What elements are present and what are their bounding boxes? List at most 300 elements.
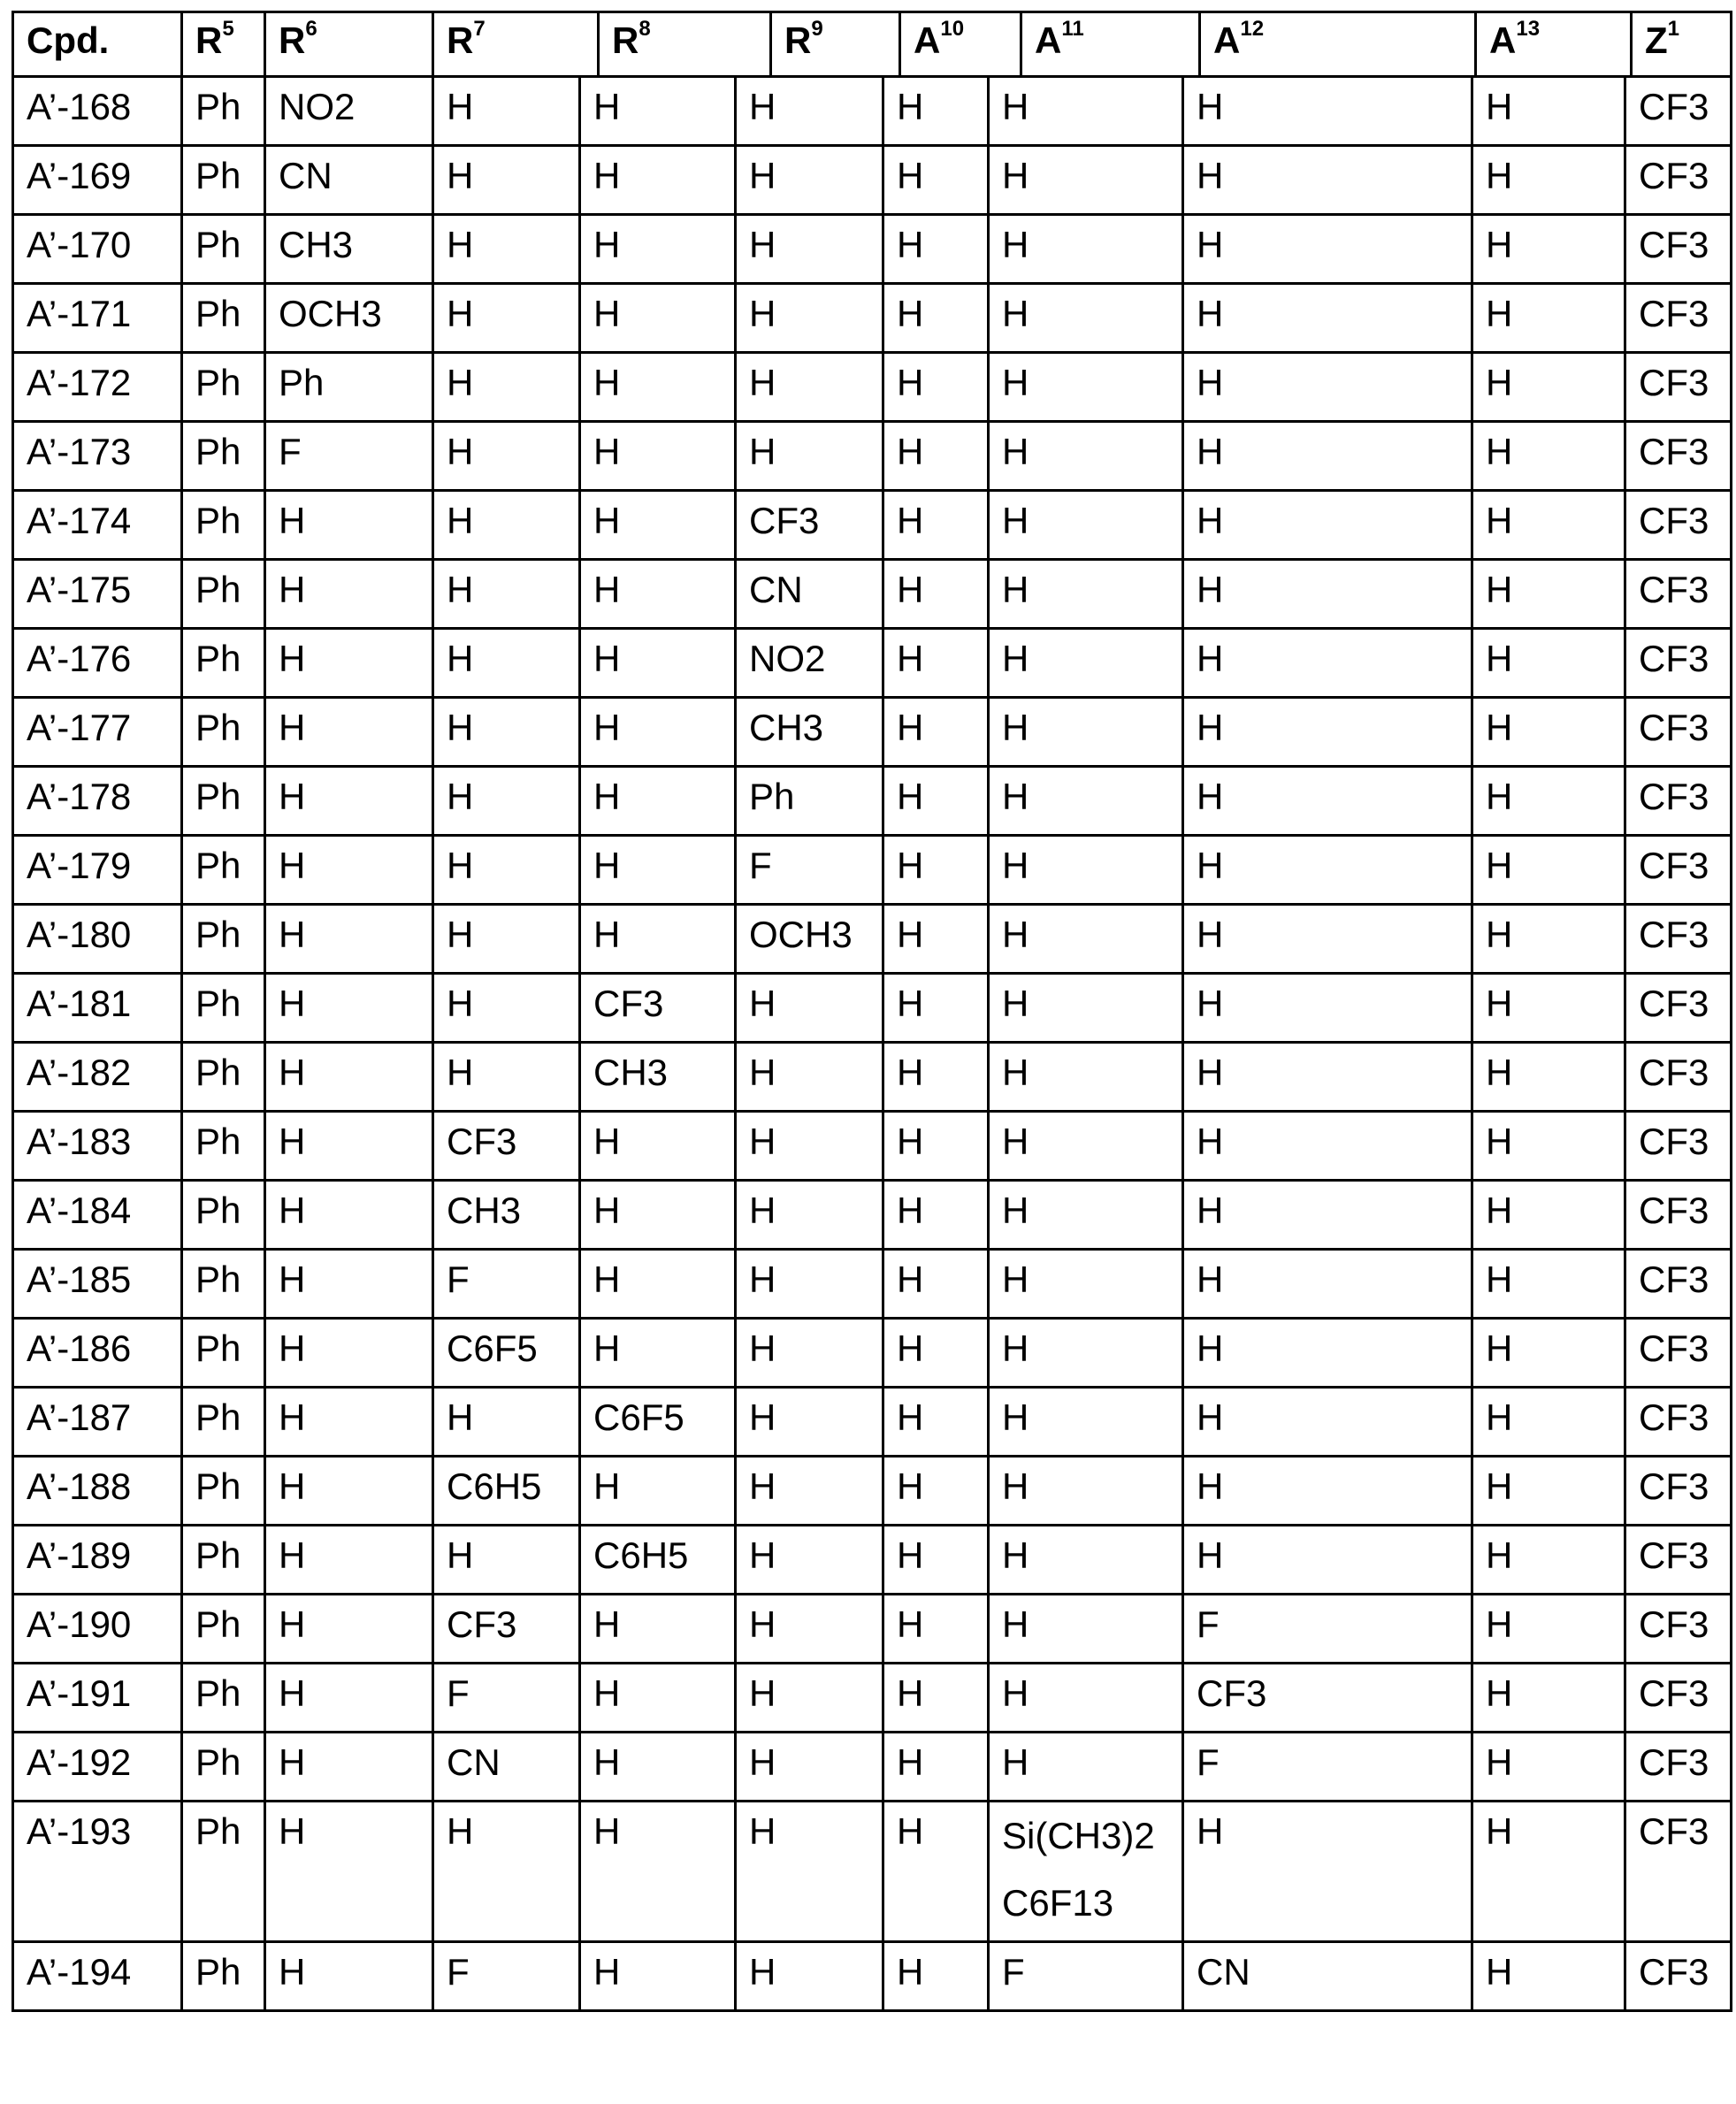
cell-r6: H xyxy=(265,698,433,767)
cell-r6: H xyxy=(265,974,433,1043)
cell-a11: H xyxy=(989,1043,1183,1112)
cell-a12: H xyxy=(1183,284,1472,353)
cell-a12: H xyxy=(1183,1526,1472,1595)
column-header-label: A xyxy=(914,19,940,61)
cell-a13: H xyxy=(1472,1942,1625,2011)
cell-cpd: A’-168 xyxy=(13,77,182,146)
table-row xyxy=(13,1319,1732,1388)
column-header-r6 xyxy=(265,12,433,77)
cell-r5: Ph xyxy=(182,1250,265,1319)
cell-a13: H xyxy=(1472,629,1625,698)
column-header-a12 xyxy=(1200,12,1476,77)
cell-a13: H xyxy=(1472,1112,1625,1181)
cell-z1: CF3 xyxy=(1625,698,1732,767)
cell-r7: H xyxy=(433,353,580,422)
cell-a10: H xyxy=(883,422,989,491)
table-row xyxy=(13,215,1732,284)
cell-r7: CH3 xyxy=(433,1181,580,1250)
cell-r8: H xyxy=(580,422,736,491)
cell-r6: CH3 xyxy=(265,215,433,284)
cell-a10: H xyxy=(883,1595,989,1664)
cell-a10: H xyxy=(883,146,989,215)
cell-r6: CN xyxy=(265,146,433,215)
cell-r5: Ph xyxy=(182,215,265,284)
cell-a11: H xyxy=(989,1181,1183,1250)
table-row xyxy=(13,1043,1732,1112)
column-header-superscript: 11 xyxy=(1061,17,1083,41)
cell-a11: H xyxy=(989,560,1183,629)
cell-a12: H xyxy=(1183,422,1472,491)
cell-a11: H xyxy=(989,1733,1183,1802)
cell-z1: CF3 xyxy=(1625,284,1732,353)
cell-r5: Ph xyxy=(182,1112,265,1181)
cell-a10: H xyxy=(883,836,989,905)
cell-r5: Ph xyxy=(182,1802,265,1942)
cell-a10: H xyxy=(883,1319,989,1388)
table-row xyxy=(13,491,1732,560)
column-header-superscript: 1 xyxy=(1668,17,1679,41)
cell-r8: H xyxy=(580,698,736,767)
cell-a12: F xyxy=(1183,1595,1472,1664)
cell-a13: H xyxy=(1472,1388,1625,1457)
cell-r7: CN xyxy=(433,1733,580,1802)
cell-r7: CF3 xyxy=(433,1595,580,1664)
cell-r5: Ph xyxy=(182,353,265,422)
cell-r9: H xyxy=(736,974,883,1043)
cell-r9: H xyxy=(736,284,883,353)
cell-a13: H xyxy=(1472,1733,1625,1802)
cell-r8: C6H5 xyxy=(580,1526,736,1595)
cell-r8: H xyxy=(580,146,736,215)
cell-a12: H xyxy=(1183,974,1472,1043)
cell-r8: H xyxy=(580,1942,736,2011)
cell-cpd: A’-172 xyxy=(13,353,182,422)
cell-a11: H xyxy=(989,422,1183,491)
column-header-z1 xyxy=(1632,12,1732,77)
cell-z1: CF3 xyxy=(1625,905,1732,974)
cell-r5: Ph xyxy=(182,1595,265,1664)
column-header-label: A xyxy=(1489,19,1516,61)
cell-r9: H xyxy=(736,1664,883,1733)
table-row xyxy=(13,284,1732,353)
cell-r9: H xyxy=(736,1388,883,1457)
cell-r9: F xyxy=(736,836,883,905)
cell-a11: H xyxy=(989,905,1183,974)
cell-a10: H xyxy=(883,353,989,422)
cell-z1: CF3 xyxy=(1625,1942,1732,2011)
cell-r8: H xyxy=(580,1457,736,1526)
cell-cpd: A’-182 xyxy=(13,1043,182,1112)
cell-r6: OCH3 xyxy=(265,284,433,353)
cell-r8: H xyxy=(580,560,736,629)
cell-a11: H xyxy=(989,698,1183,767)
cell-a13: H xyxy=(1472,146,1625,215)
cell-r6: F xyxy=(265,422,433,491)
cell-a11: H xyxy=(989,974,1183,1043)
cell-r7: F xyxy=(433,1664,580,1733)
cell-r9: H xyxy=(736,1526,883,1595)
table-row xyxy=(13,836,1732,905)
cell-r9: H xyxy=(736,1043,883,1112)
cell-r9: H xyxy=(736,1942,883,2011)
cell-z1: CF3 xyxy=(1625,215,1732,284)
cell-a11: H xyxy=(989,836,1183,905)
cell-r6: H xyxy=(265,1457,433,1526)
cell-a10: H xyxy=(883,560,989,629)
column-header-superscript: 8 xyxy=(639,17,650,41)
cell-a12: H xyxy=(1183,1319,1472,1388)
cell-r7: H xyxy=(433,767,580,836)
cell-a10: H xyxy=(883,1664,989,1733)
cell-cpd: A’-185 xyxy=(13,1250,182,1319)
cell-r6: H xyxy=(265,1112,433,1181)
cell-r7: H xyxy=(433,422,580,491)
cell-r5: Ph xyxy=(182,1733,265,1802)
cell-a11: H xyxy=(989,1250,1183,1319)
table-row xyxy=(13,1802,1732,1942)
cell-r8: H xyxy=(580,629,736,698)
cell-r7: CF3 xyxy=(433,1112,580,1181)
table-row xyxy=(13,1181,1732,1250)
cell-r6: H xyxy=(265,1733,433,1802)
cell-r9: CN xyxy=(736,560,883,629)
cell-a10: H xyxy=(883,491,989,560)
cell-r6: H xyxy=(265,1595,433,1664)
cell-a13: H xyxy=(1472,77,1625,146)
cell-r5: Ph xyxy=(182,629,265,698)
cell-r5: Ph xyxy=(182,1043,265,1112)
cell-r5: Ph xyxy=(182,836,265,905)
cell-a10: H xyxy=(883,1388,989,1457)
cell-cpd: A’-188 xyxy=(13,1457,182,1526)
cell-cpd: A’-191 xyxy=(13,1664,182,1733)
cell-z1: CF3 xyxy=(1625,353,1732,422)
cell-r9: Ph xyxy=(736,767,883,836)
column-header-label: R xyxy=(447,19,473,61)
cell-a12: F xyxy=(1183,1733,1472,1802)
cell-a12: H xyxy=(1183,836,1472,905)
cell-a10: H xyxy=(883,1733,989,1802)
cell-a13: H xyxy=(1472,422,1625,491)
cell-z1: CF3 xyxy=(1625,1112,1732,1181)
cell-r6: NO2 xyxy=(265,77,433,146)
cell-z1: CF3 xyxy=(1625,836,1732,905)
cell-r7: H xyxy=(433,215,580,284)
cell-r5: Ph xyxy=(182,1526,265,1595)
cell-r7: C6F5 xyxy=(433,1319,580,1388)
cell-a12: H xyxy=(1183,905,1472,974)
cell-cpd: A’-194 xyxy=(13,1942,182,2011)
cell-a12: H xyxy=(1183,629,1472,698)
cell-r5: Ph xyxy=(182,1664,265,1733)
column-header-label: R xyxy=(612,19,639,61)
cell-a12: H xyxy=(1183,1181,1472,1250)
cell-r8: H xyxy=(580,1595,736,1664)
cell-cpd: A’-184 xyxy=(13,1181,182,1250)
cell-r7: F xyxy=(433,1250,580,1319)
cell-cpd: A’-173 xyxy=(13,422,182,491)
cell-a13: H xyxy=(1472,1595,1625,1664)
cell-a13: H xyxy=(1472,1664,1625,1733)
cell-r9: H xyxy=(736,1595,883,1664)
cell-z1: CF3 xyxy=(1625,77,1732,146)
cell-r6: H xyxy=(265,1802,433,1942)
cell-r9: H xyxy=(736,1457,883,1526)
cell-r7: H xyxy=(433,836,580,905)
cell-z1: CF3 xyxy=(1625,1388,1732,1457)
cell-cpd: A’-175 xyxy=(13,560,182,629)
cell-r6: H xyxy=(265,905,433,974)
table-row xyxy=(13,698,1732,767)
table-row xyxy=(13,974,1732,1043)
cell-a10: H xyxy=(883,629,989,698)
cell-a11: H xyxy=(989,1112,1183,1181)
column-header-superscript: 7 xyxy=(473,17,485,41)
cell-a13: H xyxy=(1472,698,1625,767)
cell-a10: H xyxy=(883,284,989,353)
table-row xyxy=(13,1388,1732,1457)
cell-r5: Ph xyxy=(182,146,265,215)
cell-z1: CF3 xyxy=(1625,422,1732,491)
cell-z1: CF3 xyxy=(1625,1319,1732,1388)
cell-r8: H xyxy=(580,1250,736,1319)
cell-a13: H xyxy=(1472,560,1625,629)
table-row xyxy=(13,1733,1732,1802)
cell-a13: H xyxy=(1472,1802,1625,1942)
cell-a10: H xyxy=(883,1526,989,1595)
cell-a11: H xyxy=(989,284,1183,353)
cell-cpd: A’-192 xyxy=(13,1733,182,1802)
cell-r6: H xyxy=(265,1319,433,1388)
cell-z1: CF3 xyxy=(1625,1457,1732,1526)
cell-r6: H xyxy=(265,1388,433,1457)
cell-r5: Ph xyxy=(182,905,265,974)
compound-table xyxy=(11,75,1732,2012)
cell-r6: H xyxy=(265,491,433,560)
cell-z1: CF3 xyxy=(1625,1595,1732,1664)
cell-cpd: A’-181 xyxy=(13,974,182,1043)
cell-cpd: A’-178 xyxy=(13,767,182,836)
cell-a11: F xyxy=(989,1942,1183,2011)
cell-r8: H xyxy=(580,1802,736,1942)
cell-a13: H xyxy=(1472,491,1625,560)
cell-r5: Ph xyxy=(182,1942,265,2011)
cell-z1: CF3 xyxy=(1625,1526,1732,1595)
cell-r5: Ph xyxy=(182,1181,265,1250)
cell-r5: Ph xyxy=(182,767,265,836)
cell-a10: H xyxy=(883,767,989,836)
cell-a10: H xyxy=(883,905,989,974)
cell-a13: H xyxy=(1472,353,1625,422)
cell-a11: H xyxy=(989,353,1183,422)
column-header-r7 xyxy=(433,12,599,77)
cell-r7: F xyxy=(433,1942,580,2011)
cell-a13: H xyxy=(1472,836,1625,905)
cell-a11: H xyxy=(989,215,1183,284)
cell-r5: Ph xyxy=(182,422,265,491)
cell-z1: CF3 xyxy=(1625,491,1732,560)
table-row xyxy=(13,767,1732,836)
cell-r9: H xyxy=(736,422,883,491)
column-header-label: A xyxy=(1213,19,1240,61)
cell-a13: H xyxy=(1472,1250,1625,1319)
cell-r8: CH3 xyxy=(580,1043,736,1112)
cell-cpd: A’-169 xyxy=(13,146,182,215)
cell-a13: H xyxy=(1472,1457,1625,1526)
cell-r8: H xyxy=(580,215,736,284)
cell-a12: H xyxy=(1183,491,1472,560)
cell-z1: CF3 xyxy=(1625,1043,1732,1112)
cell-r9: H xyxy=(736,146,883,215)
table-row xyxy=(13,353,1732,422)
table-row xyxy=(13,1595,1732,1664)
column-header-label: Z xyxy=(1645,19,1668,61)
cell-r5: Ph xyxy=(182,77,265,146)
cell-a12: H xyxy=(1183,77,1472,146)
table-row xyxy=(13,146,1732,215)
column-header-superscript: 10 xyxy=(940,17,964,41)
cell-r5: Ph xyxy=(182,1319,265,1388)
column-header-r9 xyxy=(771,12,900,77)
cell-a13: H xyxy=(1472,1181,1625,1250)
table-row xyxy=(13,1250,1732,1319)
table-row xyxy=(13,629,1732,698)
cell-a12: H xyxy=(1183,1457,1472,1526)
cell-a13: H xyxy=(1472,1043,1625,1112)
cell-a11: Si(CH3)2 C6F13 xyxy=(989,1802,1183,1942)
cell-a11: H xyxy=(989,1526,1183,1595)
header-row xyxy=(13,12,1732,77)
column-header-label: R xyxy=(784,19,811,61)
table-row xyxy=(13,77,1732,146)
cell-a12: H xyxy=(1183,560,1472,629)
cell-r9: NO2 xyxy=(736,629,883,698)
cell-cpd: A’-190 xyxy=(13,1595,182,1664)
cell-r8: H xyxy=(580,905,736,974)
cell-r7: H xyxy=(433,1388,580,1457)
cell-a10: H xyxy=(883,77,989,146)
cell-r9: H xyxy=(736,1319,883,1388)
cell-a13: H xyxy=(1472,284,1625,353)
cell-a11: H xyxy=(989,1319,1183,1388)
cell-z1: CF3 xyxy=(1625,767,1732,836)
cell-a13: H xyxy=(1472,215,1625,284)
cell-a12: H xyxy=(1183,1043,1472,1112)
cell-r9: H xyxy=(736,1181,883,1250)
cell-r6: H xyxy=(265,1526,433,1595)
cell-a13: H xyxy=(1472,974,1625,1043)
cell-r9: OCH3 xyxy=(736,905,883,974)
cell-a12: H xyxy=(1183,1112,1472,1181)
column-header-superscript: 9 xyxy=(811,17,822,41)
cell-r9: H xyxy=(736,353,883,422)
cell-r6: Ph xyxy=(265,353,433,422)
cell-r8: H xyxy=(580,1733,736,1802)
cell-a12: H xyxy=(1183,1388,1472,1457)
cell-r5: Ph xyxy=(182,1457,265,1526)
cell-r6: H xyxy=(265,767,433,836)
cell-r8: H xyxy=(580,1319,736,1388)
cell-r7: H xyxy=(433,629,580,698)
cell-cpd: A’-171 xyxy=(13,284,182,353)
cell-r5: Ph xyxy=(182,974,265,1043)
cell-r9: CH3 xyxy=(736,698,883,767)
column-header-label: R xyxy=(195,19,222,61)
cell-a11: H xyxy=(989,1388,1183,1457)
cell-a11: H xyxy=(989,1664,1183,1733)
table-row xyxy=(13,1526,1732,1595)
cell-a12: H xyxy=(1183,698,1472,767)
cell-r9: H xyxy=(736,1733,883,1802)
cell-cpd: A’-186 xyxy=(13,1319,182,1388)
cell-a12: CF3 xyxy=(1183,1664,1472,1733)
column-header-superscript: 12 xyxy=(1240,17,1264,41)
column-header-superscript: 13 xyxy=(1516,17,1540,41)
cell-r6: H xyxy=(265,560,433,629)
cell-cpd: A’-177 xyxy=(13,698,182,767)
cell-cpd: A’-179 xyxy=(13,836,182,905)
cell-r7: H xyxy=(433,905,580,974)
cell-r5: Ph xyxy=(182,698,265,767)
table-row xyxy=(13,560,1732,629)
cell-a12: H xyxy=(1183,1250,1472,1319)
cell-z1: CF3 xyxy=(1625,146,1732,215)
cell-r5: Ph xyxy=(182,560,265,629)
cell-a11: H xyxy=(989,491,1183,560)
table-row xyxy=(13,1664,1732,1733)
cell-r6: H xyxy=(265,1250,433,1319)
cell-a10: H xyxy=(883,1181,989,1250)
cell-a10: H xyxy=(883,1250,989,1319)
table-row xyxy=(13,1942,1732,2011)
cell-r8: H xyxy=(580,836,736,905)
column-header-label: A xyxy=(1035,19,1061,61)
cell-r5: Ph xyxy=(182,491,265,560)
cell-a12: H xyxy=(1183,215,1472,284)
cell-a10: H xyxy=(883,1112,989,1181)
cell-z1: CF3 xyxy=(1625,1250,1732,1319)
cell-r9: H xyxy=(736,1250,883,1319)
cell-r7: H xyxy=(433,974,580,1043)
cell-r7: H xyxy=(433,1043,580,1112)
cell-z1: CF3 xyxy=(1625,1181,1732,1250)
cell-r6: H xyxy=(265,836,433,905)
column-header-r8 xyxy=(599,12,771,77)
cell-a10: H xyxy=(883,215,989,284)
cell-a12: CN xyxy=(1183,1942,1472,2011)
cell-r9: H xyxy=(736,215,883,284)
column-header-superscript: 5 xyxy=(222,17,233,41)
cell-cpd: A’-170 xyxy=(13,215,182,284)
cell-r8: C6F5 xyxy=(580,1388,736,1457)
cell-r5: Ph xyxy=(182,1388,265,1457)
cell-r8: H xyxy=(580,77,736,146)
table-row xyxy=(13,1112,1732,1181)
cell-z1: CF3 xyxy=(1625,1802,1732,1942)
cell-r7: C6H5 xyxy=(433,1457,580,1526)
cell-a10: H xyxy=(883,974,989,1043)
cell-z1: CF3 xyxy=(1625,1733,1732,1802)
cell-r8: H xyxy=(580,284,736,353)
column-header-label: Cpd. xyxy=(27,19,109,61)
column-header-cpd xyxy=(13,12,182,77)
cell-r5: Ph xyxy=(182,284,265,353)
cell-r8: H xyxy=(580,1112,736,1181)
cell-a11: H xyxy=(989,629,1183,698)
column-header-r5 xyxy=(182,12,265,77)
column-header-a10 xyxy=(900,12,1021,77)
table-header xyxy=(11,11,1732,78)
